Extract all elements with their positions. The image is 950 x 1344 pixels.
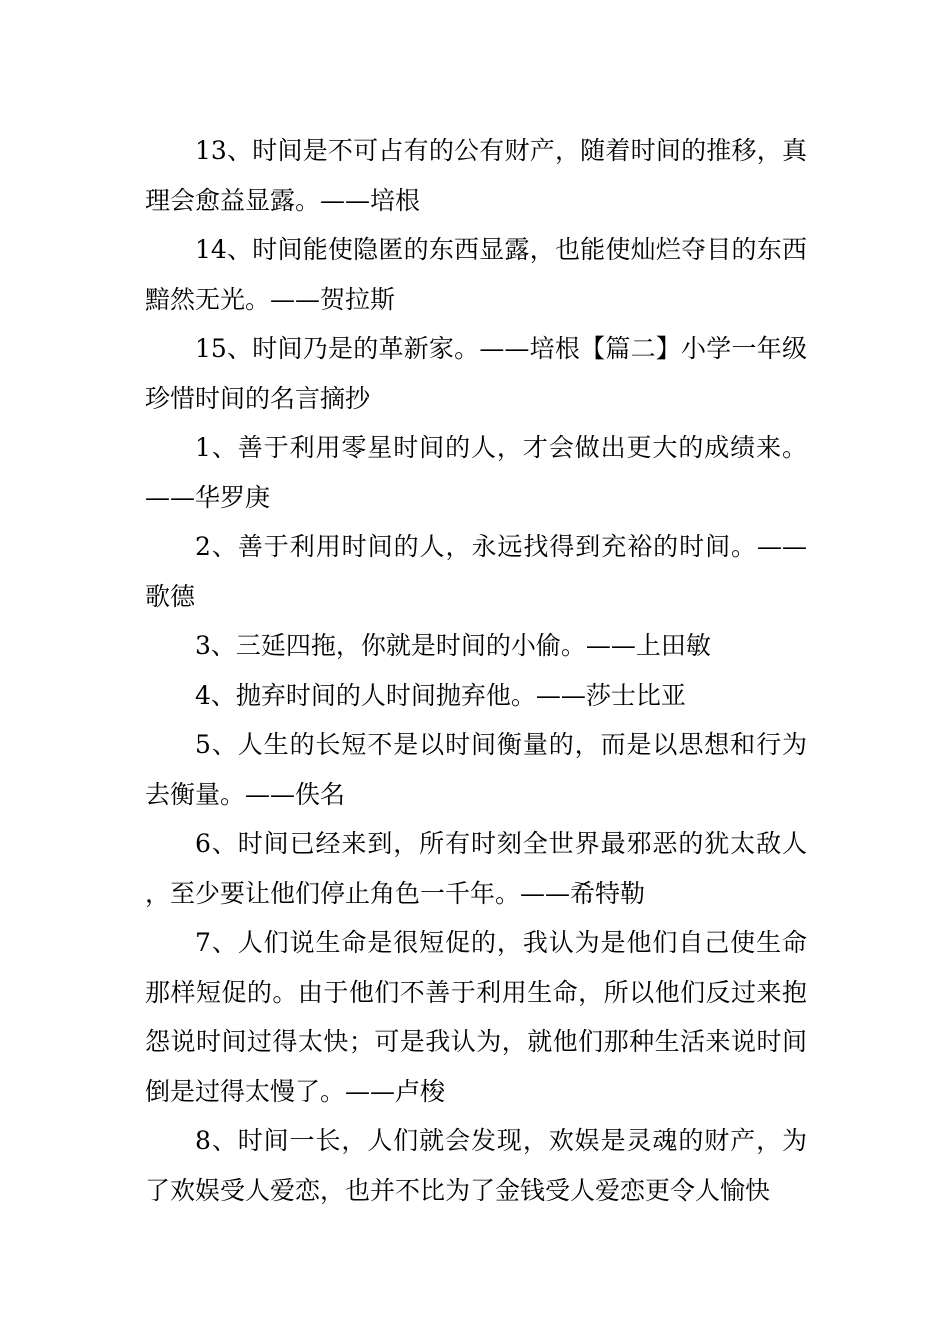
document-body: [145, 126, 807, 1215]
quote-paragraph-2: 2、善于利用时间的人，永远找得到充裕的时间。——歌德: [145, 532, 807, 611]
quote-paragraph-4: 4、抛弃时间的人时间抛弃他。——莎士比亚: [195, 680, 686, 710]
quote-paragraph-13: 13、时间是不可占有的公有财产，随着时间的推移，真理会愈益显露。——培根: [145, 136, 807, 215]
quote-paragraph-15: 15、时间乃是的革新家。——培根【篇二】小学一年级珍惜时间的名言摘抄: [145, 334, 807, 413]
quote-paragraph-1: 1、善于利用零星时间的人，才会做出更大的成绩来。——华罗庚: [145, 433, 807, 512]
quote-paragraph-8: 8、时间一长，人们就会发现，欢娱是灵魂的财产，为了欢娱受人爱恋，也并不比为了金钱受人爱恋更令人愉快: [145, 1126, 807, 1205]
quote-paragraph-5: 5、人生的长短不是以时间衡量的，而是以思想和行为去衡量。——佚名: [145, 730, 807, 809]
quote-paragraph-7: 7、人们说生命是很短促的，我认为是他们自己使生命那样短促的。由于他们不善于利用生命，所以他们反过来抱怨说时间过得太快；可是我认为，就他们那种生活来说时间倒是过得太慢了。——卢梭: [145, 928, 807, 1106]
quote-paragraph-6: 6、时间已经来到，所有时刻全世界最邪恶的犹太敌人，至少要让他们停止角色一千年。——希特勒: [145, 829, 807, 908]
quote-paragraph-3: 3、三延四拖，你就是时间的小偷。——上田敏: [195, 631, 711, 660]
quote-paragraph-14: 14、时间能使隐匿的东西显露，也能使灿烂夺目的东西黯然无光。——贺拉斯: [145, 235, 807, 314]
